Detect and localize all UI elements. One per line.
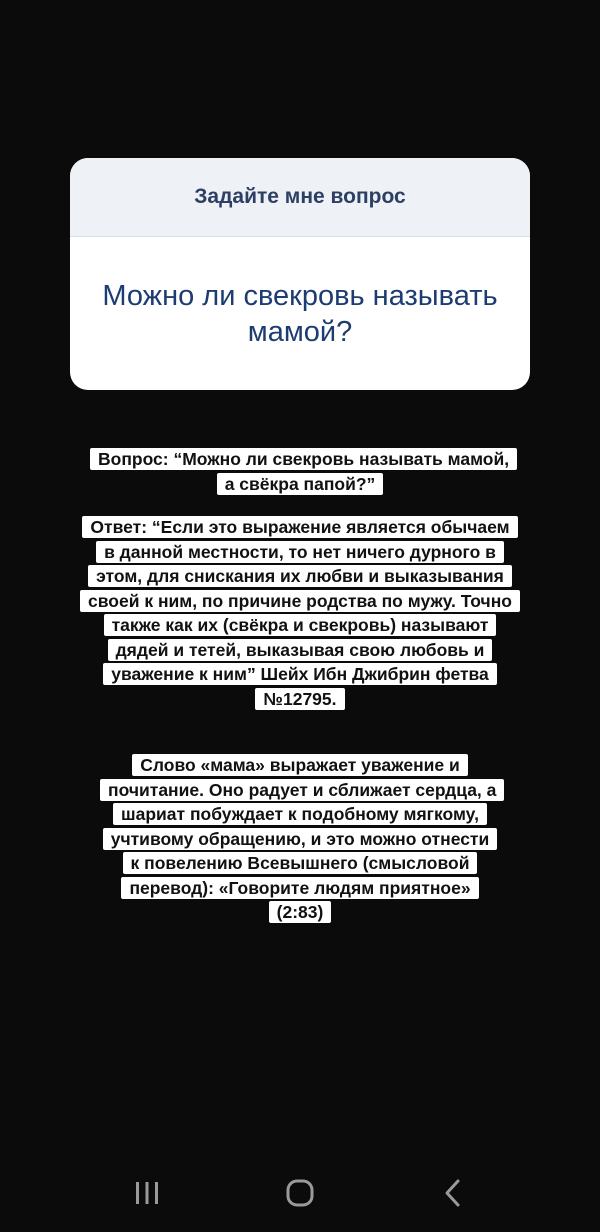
back-button[interactable] — [423, 1168, 483, 1218]
caption-question-text: Вопрос: “Можно ли свекровь называть мамой, а свёкра папой?” — [90, 448, 517, 495]
caption-commentary-text: Слово «мама» выражает уважение и почитание. Оно радует и сближает сердца, а шариат побуждает к подобному мягкому, учтивому обращению, и это можно отнести к повелению Всевышнего (смысловой перевод): «Говорите людям приятное» (2:83) — [100, 754, 504, 923]
home-button[interactable] — [270, 1168, 330, 1218]
navigation-bar — [0, 1154, 600, 1232]
recent-apps-button[interactable] — [117, 1168, 177, 1218]
caption-commentary — [100, 753, 500, 925]
question-card-header: Задайте мне вопрос — [70, 158, 530, 237]
caption-answer — [80, 515, 520, 711]
caption-question — [90, 447, 510, 496]
recent-apps-icon — [133, 1180, 161, 1206]
back-icon — [442, 1178, 464, 1208]
home-icon — [285, 1178, 315, 1208]
caption-answer-text: Ответ: “Если это выражение является обычаем в данной местности, то нет ничего дурного в этом, для снискания их любви и выказывания своей к ним, по причине родства по мужу. Точно также как их (свёкра и свекровь) называют дядей и тетей, выказывая свою любовь и уважение к ним” Шейх Ибн Джибрин фетва №12795. — [80, 516, 520, 710]
question-sticker-card[interactable] — [70, 158, 530, 390]
question-card-text: Можно ли свекровь называть мамой? — [102, 279, 498, 348]
